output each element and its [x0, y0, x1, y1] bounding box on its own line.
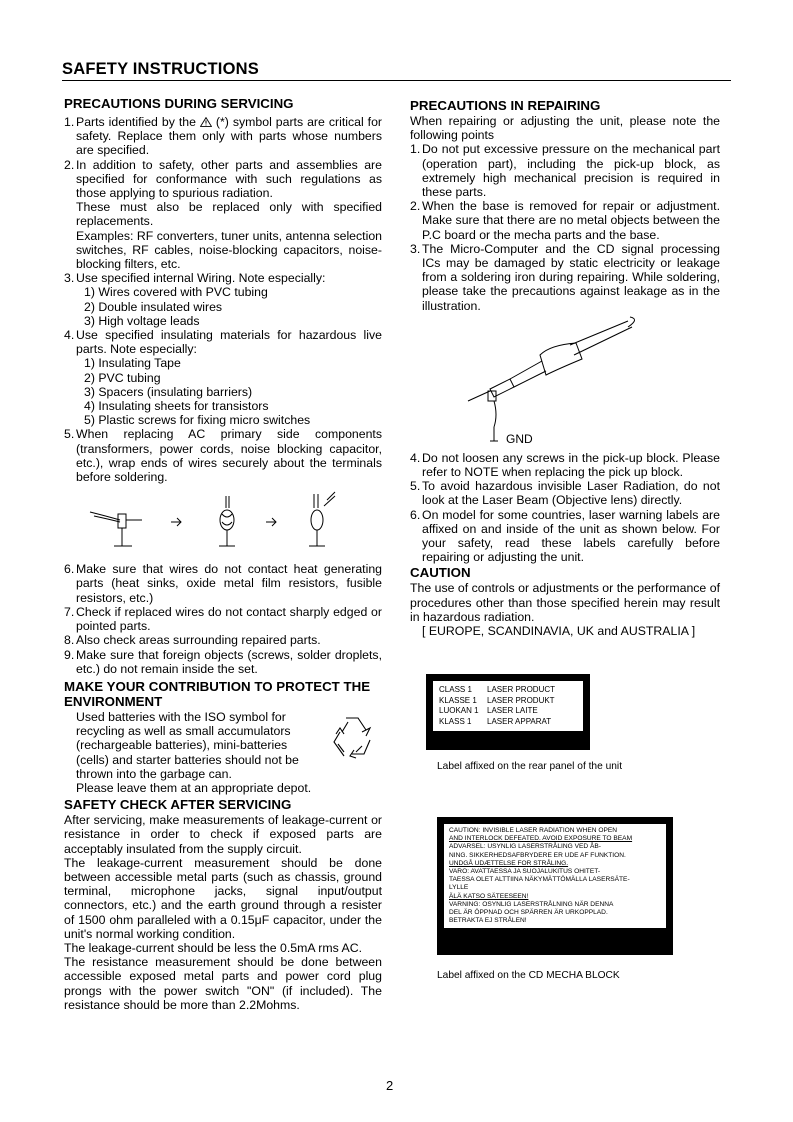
repairing-list-continued [410, 451, 720, 565]
repairing-item-5: 5. To avoid hazardous invisible Laser Radiation, do not look at the Laser Beam (Objective lens) directly. [410, 479, 720, 508]
label-row: KLASS 1 LASER APPARAT [439, 716, 552, 726]
soldering-iron-illustration [450, 315, 650, 445]
wiring-sublist [76, 285, 382, 328]
safety-check-p2: The leakage-current measurement should be done between accessible metal parts (such as chassis, ground terminal, microphone jacks, signal input/output connectors, etc.) and the earth ground through a resister of 1500 ohm paralleled with a 0.15μF capacitor, under the unit's normal working condition. [64, 855, 382, 941]
servicing-item-1: 1. Parts identified by the (*) symbol parts are critical for safety. Replace them only with parts whose numbers are specified. [64, 115, 383, 158]
servicing-item-3: 3. Use specified internal Wiring. Note especially: 1) Wires covered with PVC tubing 2) Double insulated wires 3) High voltage leads [64, 271, 382, 328]
sub-item: 1) Insulating Tape [84, 356, 181, 371]
environment-section [64, 710, 382, 795]
sub-item: 4) Insulating sheets for transistors [84, 399, 269, 414]
servicing-item-7: 7. Check if replaced wires do not contact sharply edged or pointed parts. [64, 604, 382, 634]
repairing-heading: PRECAUTIONS IN REPAIRING [410, 98, 601, 113]
label-row: CLASS 1 LASER PRODUCT [439, 685, 556, 694]
left-column [64, 96, 382, 1012]
safety-check-p3: The leakage-current should be less the 0.5mA rms AC. [64, 940, 363, 955]
sub-item: 3) Spacers (insulating barriers) [84, 384, 253, 399]
repairing-item-6: 6. On model for some countries, laser warning labels are affixed on and inside of the unit as shown below. For your safety, read these labels carefully before repairing or adjusting the unit. [410, 507, 720, 565]
sub-item: 1) Wires covered with PVC tubing [84, 285, 268, 300]
sub-item: 3) High voltage leads [84, 313, 200, 328]
repairing-item-2: 2. When the base is removed for repair or adjustment. Make sure that there are no metal objects between the P.C board or the mecha parts and the base. [410, 199, 720, 242]
safety-check-heading: SAFETY CHECK AFTER SERVICING [64, 797, 292, 813]
sub-item: 2) Double insulated wires [84, 299, 223, 314]
repairing-item-4: 4. Do not loosen any screws in the pick-up block. Please refer to NOTE when replacing the pick up block. [410, 450, 720, 480]
regions-note: [ EUROPE, SCANDINAVIA, UK and AUSTRALIA ] [422, 624, 696, 639]
repairing-list [410, 142, 720, 312]
servicing-list [64, 115, 382, 676]
servicing-item-8: 8. Also check areas surrounding repaired parts. [64, 633, 321, 648]
servicing-item-9: 9. Make sure that foreign objects (screws, solder droplets, etc.) do not remain inside the set. [64, 647, 382, 676]
repairing-item-3: 3. The Micro-Computer and the CD signal processing ICs may be damaged by static electricity or leakage from a soldering iron during repairing. While soldering, please take the precautions against leakage as in the illustration. [410, 241, 720, 313]
environment-text: Used batteries with the ISO symbol for recycling as well as small accumulators (rechargeable batteries), mini-batteries (cells) and starter batteries should not be thrown into the garbage can. [76, 709, 299, 781]
label-row: KLASSE 1 LASER PRODUKT [439, 695, 555, 705]
caution-heading: CAUTION [410, 565, 471, 581]
safety-check-p1: After servicing, make measurements of leakage-current or resistance in order to check if exposed parts are acceptably insulated from the supply circuit. [64, 813, 382, 856]
environment-text-2: Please leave them at an appropriate depot. [76, 780, 312, 795]
label1-caption: Label affixed on the rear panel of the unit [437, 761, 623, 772]
servicing-heading: PRECAUTIONS DURING SERVICING [64, 96, 294, 111]
label2-caption: Label affixed on the CD MECHA BLOCK [437, 970, 620, 981]
insulation-sublist [76, 356, 382, 427]
safety-check-p4: The resistance measurement should be done between accessible exposed metal parts and power cord plug prongs with the power switch "ON" (if included). The resistance should be more than 2.2Mohms. [64, 955, 382, 1012]
page-title: SAFETY INSTRUCTIONS [62, 60, 259, 78]
laser-warning-label: CAUTION: INVISIBLE LASER RADIATION WHEN OPEN AND INTERLOCK DEFEATED. AVOID EXPOSURE TO BEAM ADVARSEL: USYNLIG LASERSTRÅLING VED ÅB- NING. SIKKERHEDSAFBRYDERE ER UDE AF FUNKTION. UNDGÅ UDÆTTELSE FOR STRÅLING. VARO: AVATTAESSA JA SUOJALUKITUS OHITET- TAESSA OLET ALTTIINA NÄKYMÄTTÖMÄLLA LASERSÄTE- LYLLE ÄLÄ KATSO SÄTEESEEN! VARNING: OSYNLIG LASERSTRÅLNING NÄR DENNA DEL ÄR ÖPPNAD OCH SPÄRREN ÄR URKOPPLAD. BETRAKTA EJ STRÅLEN! [437, 817, 673, 955]
gnd-label: GND [506, 431, 533, 445]
servicing-item-6: 6. Make sure that wires do not contact heat generating parts (heat sinks, oxide metal film resistors, fusible resistors, etc.) [64, 562, 382, 605]
warning-triangle-icon [200, 117, 212, 127]
page-number: 2 [386, 1078, 394, 1093]
recycling-icon [326, 712, 378, 764]
sub-item: 2) PVC tubing [84, 370, 161, 385]
servicing-item-5: 5. When replacing AC primary side components (transformers, power cords, noise blocking capacitor, etc.), wrap ends of wires securely about the terminals before soldering. [64, 427, 382, 552]
label-row: LUOKAN 1 LASER LAITE [439, 706, 538, 715]
laser-class-label [426, 674, 590, 750]
sub-item: 5) Plastic screws for fixing micro switches [84, 413, 311, 428]
repairing-item-1: 1. Do not put excessive pressure on the mechanical part (operation part), including the pick-up block, as extremely high mechanical precision is required in these parts. [410, 142, 720, 200]
servicing-item-2: 2. In addition to safety, other parts and assemblies are specified for conformance with such regulations as those applying to spurious radiation. These must also be replaced only with specified replacements. Examples: RF converters, tuner units, antenna selection switches, RF cables, noise-blocking capacitors, noise-blocking filters, etc. [64, 157, 382, 272]
environment-heading: MAKE YOUR CONTRIBUTION TO PROTECT THE ENVIRONMENT [64, 678, 371, 709]
title-rule [62, 80, 731, 81]
repairing-intro: When repairing or adjusting the unit, please note the following points [410, 114, 720, 143]
caution-text: The use of controls or adjustments or the performance of procedures other than those specified herein may result in hazardous radiation. [410, 581, 720, 624]
right-column [410, 98, 720, 638]
wire-wrapping-illustration [86, 490, 336, 552]
servicing-item-4: 4. Use specified insulating materials for hazardous live parts. Note especially: 1) Insulating Tape 2) PVC tubing 3) Spacers (insulating barriers) 4) Insulating sheets for transistors 5) Plastic screws for fixing micro switches [64, 328, 382, 428]
